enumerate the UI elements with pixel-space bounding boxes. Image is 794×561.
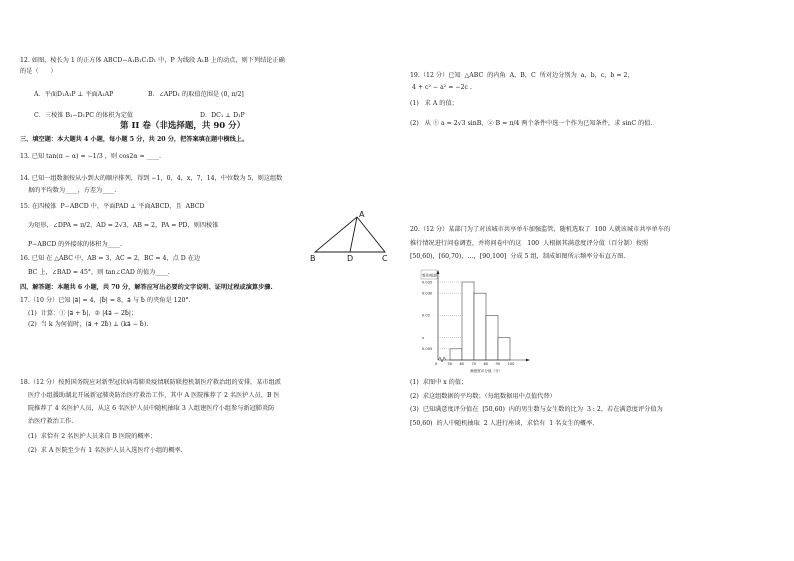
q16-line1: 16. 已知 在 △ABC 中，AB = 3，AC = 2，BC = 4，点 D 在边 xyxy=(20,255,201,262)
q20-line3: [50,60)，[60,70)，…，[90,100] 分成 5 组，制成如图所示频率分布直方图. xyxy=(410,253,626,260)
q18-line2: 医疗小组援助湖北开展新冠肺炎防治医疗救治工作，其中 A 医院推荐了 2 名医护人员，B 医 xyxy=(28,392,280,399)
histogram-bar xyxy=(498,338,510,360)
q18-line1: 18.（12 分）按照国务院应对新型冠状病毒肺炎疫情联防联控机制医疗救治组的安排，某市组派 xyxy=(20,379,281,386)
histogram-bar xyxy=(474,293,486,360)
x-tick-label: 60 xyxy=(459,362,465,366)
x-tick-label: 90 xyxy=(495,362,501,366)
q12-line2: 的是（ ） xyxy=(20,68,57,75)
q14-line2: 据的平均数为____，方差为____. xyxy=(28,187,117,194)
q12-option-d: D．DC₁ ⊥ D₁P xyxy=(200,112,245,119)
q19-line2: 4 + c² − a² = −2c . xyxy=(412,84,472,91)
section3-heading: 三、填空题：本大题共 4 小题，每小题 5 分，共 20 分，把答案填在题中横线上。 xyxy=(20,136,249,143)
y-tick-label: x xyxy=(422,336,425,341)
vertex-d-label: D xyxy=(347,254,354,263)
histogram-bar xyxy=(450,349,462,360)
q17-sub2: (2) 当 k 为何值时，(a⃗ + 2b⃗) ⊥ (ka⃗ − b⃗). xyxy=(28,321,149,328)
y-tick-label: 0.035 xyxy=(422,280,433,285)
y-tick-label: 0.02 xyxy=(422,313,431,318)
q19-sub1: (1) 求 A 的值； xyxy=(410,100,458,107)
q20-sub1: (1) 求图中 x 的值； xyxy=(410,379,468,386)
y-tick-label: 0.030 xyxy=(422,291,433,296)
q20-sub2: (2) 求这组数据的平均数；（每组数据用中点值代替） xyxy=(410,393,556,400)
y-tick-label: 0.005 xyxy=(422,347,433,352)
q15-line3: P−ABCD 的外接球的体积为____. xyxy=(28,241,122,248)
x-tick-label: 100 xyxy=(507,362,515,366)
q20-line1: 20.（12 分）某部门为了对该城市共享单车加强监管，随机选取了 100 人就该城市共享单车的 xyxy=(410,226,671,233)
q12-option-c: C．三棱锥 B₁−D₁PC 的体积为定值 xyxy=(34,112,134,119)
q16-line2: BC 上，∠BAD = 45°，则 tan∠CAD 的值为____. xyxy=(28,269,170,276)
x-tick-label: 50 xyxy=(447,362,453,366)
histogram-bar xyxy=(462,282,474,360)
q15-line1: 15. 在四棱锥 P−ABCD 中，平面PAD ⊥ 平面ABCD，且 ABCD xyxy=(20,203,205,210)
q18-sub2: (2) 求 A 医院至少有 1 名医护人员入选医疗小组的概率. xyxy=(28,447,183,454)
q17-sub1: (1) 计算：① |a⃗ + b⃗|，② |4a⃗ − 2b⃗|； xyxy=(28,310,138,317)
q18-line3: 院推荐了 4 名医护人员，从这 6 名医护人员中随机抽取 3 人组建医疗小组参与新冠肺炎防 xyxy=(28,405,275,412)
q13: 13. 已知 tan(π − α) = −1/3 ，则 cos2α = ____. xyxy=(20,153,162,160)
y-axis-label: 频率/组距 xyxy=(422,273,437,278)
q20-sub3-line1: (3) 已知满意度评分值在 [50,60) 内的男生数与女生数的比为 3 : 2，若在满意度评分值为 xyxy=(410,406,663,413)
q20-line2: 推行情况进行问卷调查，并将问卷中的这 100 人根据其满意度评分值（百分制）按照 xyxy=(410,240,649,247)
q19-line1: 19.（12 分）已知 △ABC 的内角 A，B，C 所对边分别为 a，b，c，b = 2， xyxy=(410,72,634,79)
histogram-bar xyxy=(486,315,498,360)
q12-line1: 12. 如图，棱长为 1 的正方体 ABCD−A₁B₁C₁D₁ 中，P 为线段 A₁B 上的动点，则下列结论正确 xyxy=(20,57,285,64)
part2-title: 第 II 卷（非选择题，共 90 分） xyxy=(120,121,246,131)
x-axis-label: 满意度评分值（分） xyxy=(470,369,503,373)
q14-line1: 14. 已知一组数据按从小到大的顺序排列，得到 −1，0，4，x，7，14，中位数为 5，则这组数 xyxy=(20,175,283,182)
q19-sub2: (2) 从 ① a = 2√3 sinB，② B = π/4 两个条件中选一个作为已知条件，求 sinC 的值. xyxy=(410,120,653,127)
q18-line4: 治医疗救治工作. xyxy=(28,418,74,425)
vertex-a-label: A xyxy=(359,210,365,219)
q17-line1: 17.（10 分）已知 |a⃗| = 4，|b⃗| = 8，a⃗ 与 b⃗ 的夹角是 120°. xyxy=(20,297,191,304)
section4-heading: 四、解答题：本题共 6 小题，共 70 分，解答应写出必要的文字说明、证明过程或演算步骤. xyxy=(20,284,273,291)
triangle-figure xyxy=(305,210,395,265)
frequency-histogram xyxy=(420,268,532,376)
x-tick-label: 70 xyxy=(471,362,477,366)
x-tick-label: 0 xyxy=(435,362,438,366)
vertex-c-label: C xyxy=(382,254,388,263)
q20-sub3-line2: [50,60) 的人中随机抽取 2 人进行座谈，求恰有 1 名女生的概率. xyxy=(410,420,595,427)
q12-option-b: B．∠APD₁ 的取值范围是 (0, π/2] xyxy=(148,91,244,98)
q18-sub1: (1) 求恰有 2 名医护人员来自 B 医院的概率； xyxy=(28,433,157,440)
q15-line2: 为矩形，∠DPA = π/2，AD = 2√3，AB = 2，PA = PD，则四棱锥 xyxy=(28,222,219,229)
q12-option-a: A．平面D₁A₁P ⊥ 平面A₁AP xyxy=(34,91,114,98)
vertex-b-label: B xyxy=(310,254,316,263)
x-tick-label: 80 xyxy=(483,362,489,366)
